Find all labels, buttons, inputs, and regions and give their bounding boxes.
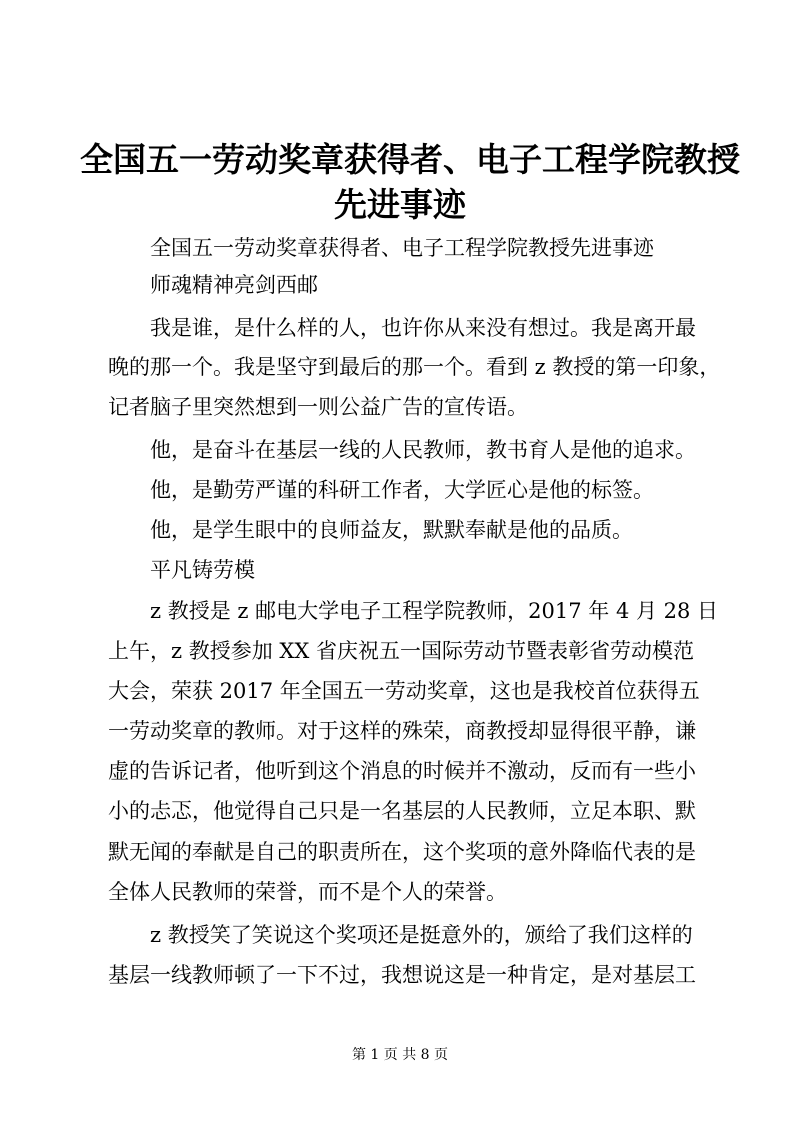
body-line-18: z 教授笑了笑说这个奖项还是挺意外的，颁给了我们这样的 (150, 923, 693, 947)
body-line-10: z 教授是 z 邮电大学电子工程学院教师，2017 年 4 月 28 日 (150, 599, 719, 623)
body-line-14: 虚的告诉记者，他听到这个消息的时候并不激动，反而有一些小 (108, 759, 696, 783)
body-line-9: 平凡铸劳模 (150, 558, 255, 582)
document-title-line-1: 全国五一劳动奖章获得者、电子工程学院教授 (80, 140, 740, 179)
body-line-8: 他，是学生眼中的良师益友，默默奉献是他的品质。 (150, 518, 633, 542)
body-line-13: 一劳动奖章的教师。对于这样的殊荣，商教授却显得很平静，谦 (108, 719, 696, 743)
body-line-15: 小的忐忑，他觉得自己只是一名基层的人民教师，立足本职、默 (108, 799, 696, 823)
body-line-2: 师魂精神亮剑西邮 (150, 273, 318, 297)
body-line-4: 晚的那一个。我是坚守到最后的那一个。看到 z 教授的第一印象， (108, 355, 721, 379)
body-line-11: 上午，z 教授参加 XX 省庆祝五一国际劳动节暨表彰省劳动模范 (108, 639, 694, 663)
page-footer: 第 1 页 共 8 页 (351, 1047, 449, 1063)
body-line-3: 我是谁，是什么样的人，也许你从来没有想过。我是离开最 (150, 316, 696, 340)
body-line-17: 全体人民教师的荣誉，而不是个人的荣誉。 (108, 880, 507, 904)
body-line-5: 记者脑子里突然想到一则公益广告的宣传语。 (108, 395, 528, 419)
body-line-16: 默无闻的奉献是自己的职责所在，这个奖项的意外降临代表的是 (108, 840, 696, 864)
document-title-line-2: 先进事迹 (334, 185, 466, 224)
body-line-7: 他，是勤劳严谨的科研工作者，大学匠心是他的标签。 (150, 478, 654, 502)
body-line-19: 基层一线教师顿了一下不过，我想说这是一种肯定，是对基层工 (108, 963, 696, 987)
body-line-12: 大会，荣获 2017 年全国五一劳动奖章，这也是我校首位获得五 (108, 679, 700, 703)
body-line-1: 全国五一劳动奖章获得者、电子工程学院教授先进事迹 (150, 236, 654, 260)
body-line-6: 他，是奋斗在基层一线的人民教师，教书育人是他的追求。 (150, 438, 696, 462)
